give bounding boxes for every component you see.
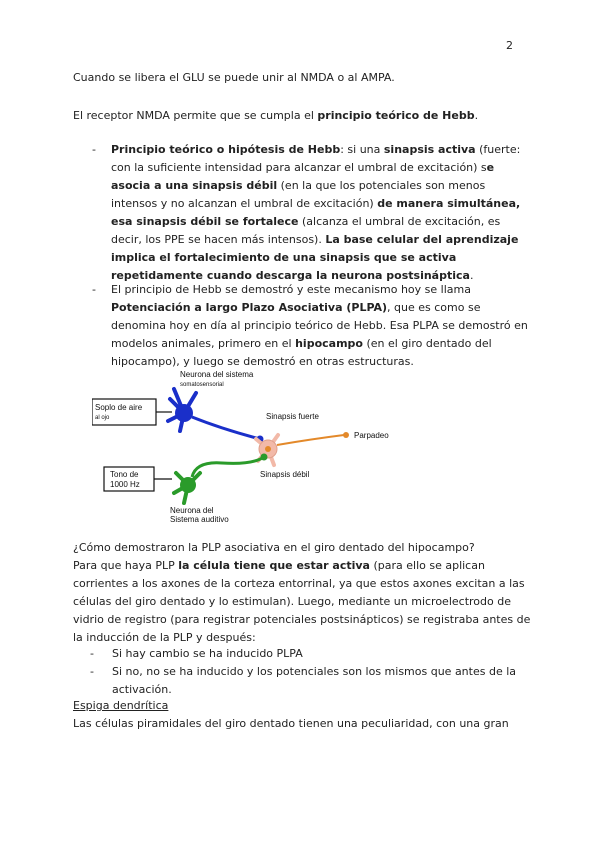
text: : si una — [340, 143, 384, 156]
neuron-bottom-label-1: Neurona del — [170, 506, 214, 515]
question-paragraph: ¿Cómo demostraron la PLP asociativa en el giro dentado del hipocampo? — [73, 541, 475, 554]
hebb-diagram — [92, 369, 432, 527]
bold-text: sinapsis activa — [383, 143, 476, 156]
air-label-2: al ojo — [95, 415, 110, 421]
pink-neuron-icon — [256, 432, 349, 465]
tone-label-2: 1000 Hz — [110, 480, 140, 489]
text: (para ello se aplican corrientes a los axones de la corteza entorrinal, ya que estos axones excitan a las células del giro dentado y lo estimulan). Luego, mediante un microelectrodo de vidrio de registro (para registrar potenciales postsinápticos) se registraba antes de la inducción de la PLP y después: — [73, 559, 531, 644]
list-item — [90, 645, 540, 663]
tone-label-1: Tono de — [110, 470, 139, 479]
bold-text: e asocia a una sinapsis débil — [111, 161, 495, 192]
nmda-paragraph — [73, 107, 533, 125]
neuron-top-label-1: Neurona del sistema — [180, 370, 254, 379]
text: . — [469, 269, 474, 282]
text: (en la que los potenciales son menos intensos y no alcanzan el umbral de excitación) — [111, 179, 486, 210]
air-label-1: Soplo de aire — [95, 403, 143, 412]
green-neuron-icon — [174, 454, 268, 504]
hebb-bullet-text — [111, 141, 532, 285]
intro-paragraph: Cuando se libera el GLU se puede unir al NMDA o al AMPA. — [73, 71, 395, 84]
bold-text: Principio teórico o hipótesis de Hebb — [111, 143, 341, 156]
page-number: 2 — [506, 39, 513, 52]
section-heading: Espiga dendrítica — [73, 699, 169, 712]
bold-text: Potenciación a largo Plazo Asociativa (PLPA) — [111, 301, 388, 314]
plpa-bullet — [92, 281, 532, 371]
bold-text: La base celular del aprendizaje implica el fortalecimiento de una sinapsis que se activa repetidamente cuando descarga la neurona postsináptica — [111, 233, 519, 282]
bold-text: hipocampo — [295, 337, 363, 350]
nmda-prefix: El receptor NMDA permite que se cumpla el — [73, 109, 318, 122]
text: Para que haya PLP — [73, 559, 179, 572]
bullet-dash: - — [90, 647, 94, 660]
text: El principio de Hebb se demostró y este mecanismo hoy se llama — [111, 283, 471, 296]
list-item — [90, 663, 540, 699]
text: , que es como se denomina hoy en día al principio teórico de Hebb. Esa PLPA se demostró en modelos animales, primero en el — [111, 301, 528, 350]
text: (en el giro dentado del hipocampo), y luego se demostró en otras estructuras. — [111, 337, 492, 368]
explain-paragraph — [73, 557, 533, 647]
last-paragraph: Las células piramidales del giro dentado tienen una peculiaridad, con una gran — [73, 717, 509, 730]
bold-text: de manera simultánea, esa sinapsis débil se fortalece — [111, 197, 521, 228]
list-item-text: Si no, no se ha inducido y los potenciales son los mismos que antes de la activación. — [112, 665, 517, 696]
bullet-dash: - — [92, 143, 96, 156]
neuron-top-label-2: somatosensorial — [180, 382, 224, 388]
nmda-suffix: . — [474, 109, 479, 122]
hebb-bullet — [92, 141, 532, 285]
plpa-bullet-text — [111, 281, 532, 371]
blink-label: Parpadeo — [354, 431, 389, 440]
nmda-bold: principio teórico de Hebb — [317, 109, 475, 122]
weak-synapse-label: Sinapsis débil — [260, 470, 310, 479]
bold-text: la célula tiene que estar activa — [178, 559, 370, 572]
bullet-dash: - — [90, 665, 94, 678]
neuron-bottom-label-2: Sistema auditivo — [170, 515, 229, 524]
blue-neuron-icon — [168, 389, 264, 443]
hebb-figure — [92, 369, 432, 527]
strong-synapse-label: Sinapsis fuerte — [266, 412, 319, 421]
list-item-text: Si hay cambio se ha inducido PLPA — [112, 647, 303, 660]
bullet-dash: - — [92, 283, 96, 296]
text: (alcanza el umbral de excitación, es decir, los PPE se hacen más intensos). — [111, 215, 501, 246]
text: (fuerte: con la suficiente intensidad para alcanzar el umbral de excitación) s — [111, 143, 521, 174]
